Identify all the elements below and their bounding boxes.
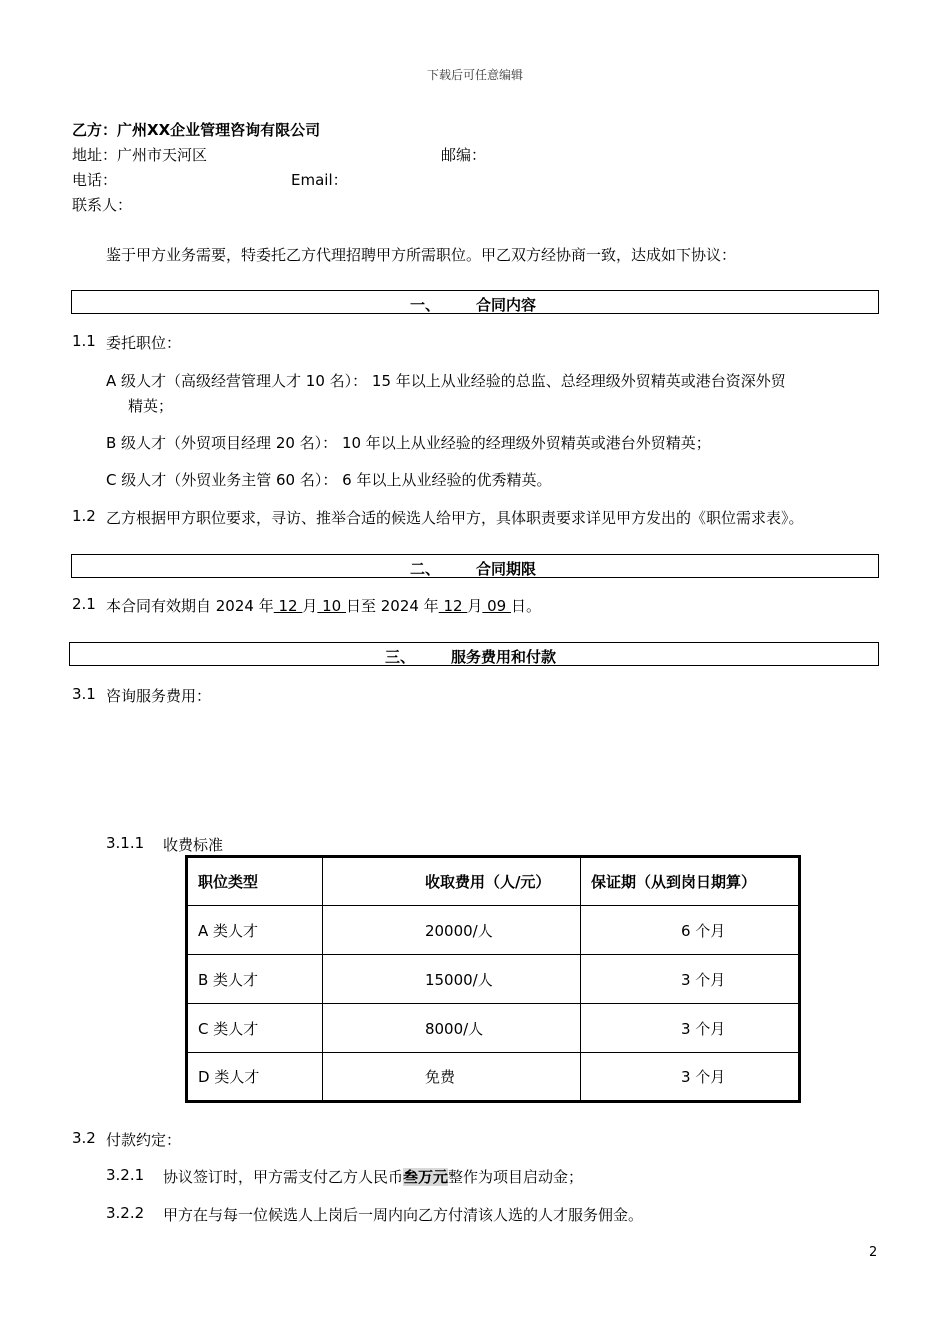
start-month: 12: [273, 597, 303, 615]
clause-1-1-num: 1.1: [72, 332, 96, 350]
level-a-line2: 精英；: [128, 397, 174, 415]
postcode-label: 邮编：: [441, 146, 487, 164]
payment-pre: 协议签订时，甲方需支付乙方人民币: [163, 1168, 404, 1186]
row-fee: 8000/人: [322, 1004, 580, 1053]
row-guarantee: 6 个月: [580, 906, 799, 955]
header-fee: 收取费用（人/元）: [322, 857, 580, 906]
row-type: A 类人才: [187, 906, 323, 955]
email-label: Email：: [291, 171, 348, 189]
clause-1-1-text: 委托职位：: [106, 334, 182, 352]
clause-2-1-text: [106, 595, 541, 616]
address-label: 地址：: [72, 146, 118, 164]
section-1-num: 一、: [410, 296, 441, 314]
section-3-header: [69, 642, 879, 666]
table-row: [187, 906, 800, 955]
party-b-company: 广州XX企业管理咨询有限公司: [117, 121, 321, 139]
intro-paragraph: 鉴于甲方业务需要，特委托乙方代理招聘甲方所需职位。甲乙双方经协商一致，达成如下协议：: [106, 246, 737, 264]
table-row: [187, 955, 800, 1004]
section-2-num: 二、: [410, 560, 441, 578]
row-fee: 15000/人: [322, 955, 580, 1004]
payment-post: 整作为项目启动金；: [448, 1168, 584, 1186]
fee-table-header-row: [187, 857, 800, 906]
table-row: [187, 1004, 800, 1053]
level-c-line: C 级人才（外贸业务主管 60 名）： 6 年以上从业经验的优秀精英。: [106, 471, 552, 489]
row-fee: 免费: [322, 1053, 580, 1102]
row-type: B 类人才: [187, 955, 323, 1004]
page-number: 2: [869, 1245, 878, 1260]
contact-label: 联系人：: [72, 196, 133, 214]
clause-3-1-1-num: 3.1.1: [106, 834, 145, 852]
phone-label: 电话：: [72, 171, 118, 189]
clause-3-2-1-text: [163, 1166, 583, 1187]
party-b-label: 乙方：: [72, 121, 118, 139]
month-unit-1: 月: [302, 597, 318, 615]
clause-3-1-1-text: 收费标准: [163, 836, 224, 854]
row-type: D 类人才: [187, 1053, 323, 1102]
clause-3-2-2-num: 3.2.2: [106, 1204, 145, 1222]
term-mid: 日至 2024 年: [345, 597, 439, 615]
header-guarantee: 保证期（从到岗日期算）: [580, 857, 799, 906]
clause-2-1-num: 2.1: [72, 595, 96, 613]
table-row: [187, 1053, 800, 1102]
section-1-title: 合同内容: [476, 296, 537, 314]
section-3-title: 服务费用和付款: [451, 648, 557, 666]
clause-1-2-text: 乙方根据甲方职位要求，寻访、推举合适的候选人给甲方，具体职责要求详见甲方发出的《职位需求表》。: [106, 509, 804, 527]
end-day: 09: [482, 597, 511, 615]
section-2-title: 合同期限: [476, 560, 537, 578]
clause-3-2-num: 3.2: [72, 1129, 96, 1147]
clause-3-1-num: 3.1: [72, 685, 96, 703]
term-post: 日。: [510, 597, 541, 615]
term-pre: 本合同有效期自 2024 年: [106, 597, 274, 615]
section-1-header: [71, 290, 879, 314]
clause-3-2-text: 付款约定：: [106, 1131, 182, 1149]
row-guarantee: 3 个月: [580, 1004, 799, 1053]
fee-table: [185, 855, 801, 1103]
row-fee: 20000/人: [322, 906, 580, 955]
address-value: 广州市天河区: [117, 146, 208, 164]
level-b-line: B 级人才（外贸项目经理 20 名）： 10 年以上从业经验的经理级外贸精英或港台外贸精英；: [106, 434, 711, 452]
row-guarantee: 3 个月: [580, 1053, 799, 1102]
clause-3-2-2-text: 甲方在与每一位候选人上岗后一周内向乙方付清该人选的人才服务佣金。: [163, 1206, 644, 1224]
section-2-header: [71, 554, 879, 578]
header-position-type: 职位类型: [187, 857, 323, 906]
start-day: 10: [317, 597, 346, 615]
month-unit-2: 月: [467, 597, 483, 615]
clause-3-2-1-num: 3.2.1: [106, 1166, 145, 1184]
party-b-line: [72, 119, 320, 140]
section-3-num: 三、: [385, 648, 416, 666]
end-month: 12: [438, 597, 468, 615]
row-guarantee: 3 个月: [580, 955, 799, 1004]
address-line: [72, 144, 207, 165]
payment-amount: 叁万元: [403, 1168, 449, 1186]
header-note: 下载后可任意编辑: [426, 68, 523, 82]
level-a-line1: A 级人才（高级经营管理人才 10 名）： 15 年以上从业经验的总监、总经理级外贸精英或港台资深外贸: [106, 372, 786, 390]
clause-1-2-num: 1.2: [72, 507, 96, 525]
row-type: C 类人才: [187, 1004, 323, 1053]
clause-3-1-text: 咨询服务费用：: [106, 687, 212, 705]
